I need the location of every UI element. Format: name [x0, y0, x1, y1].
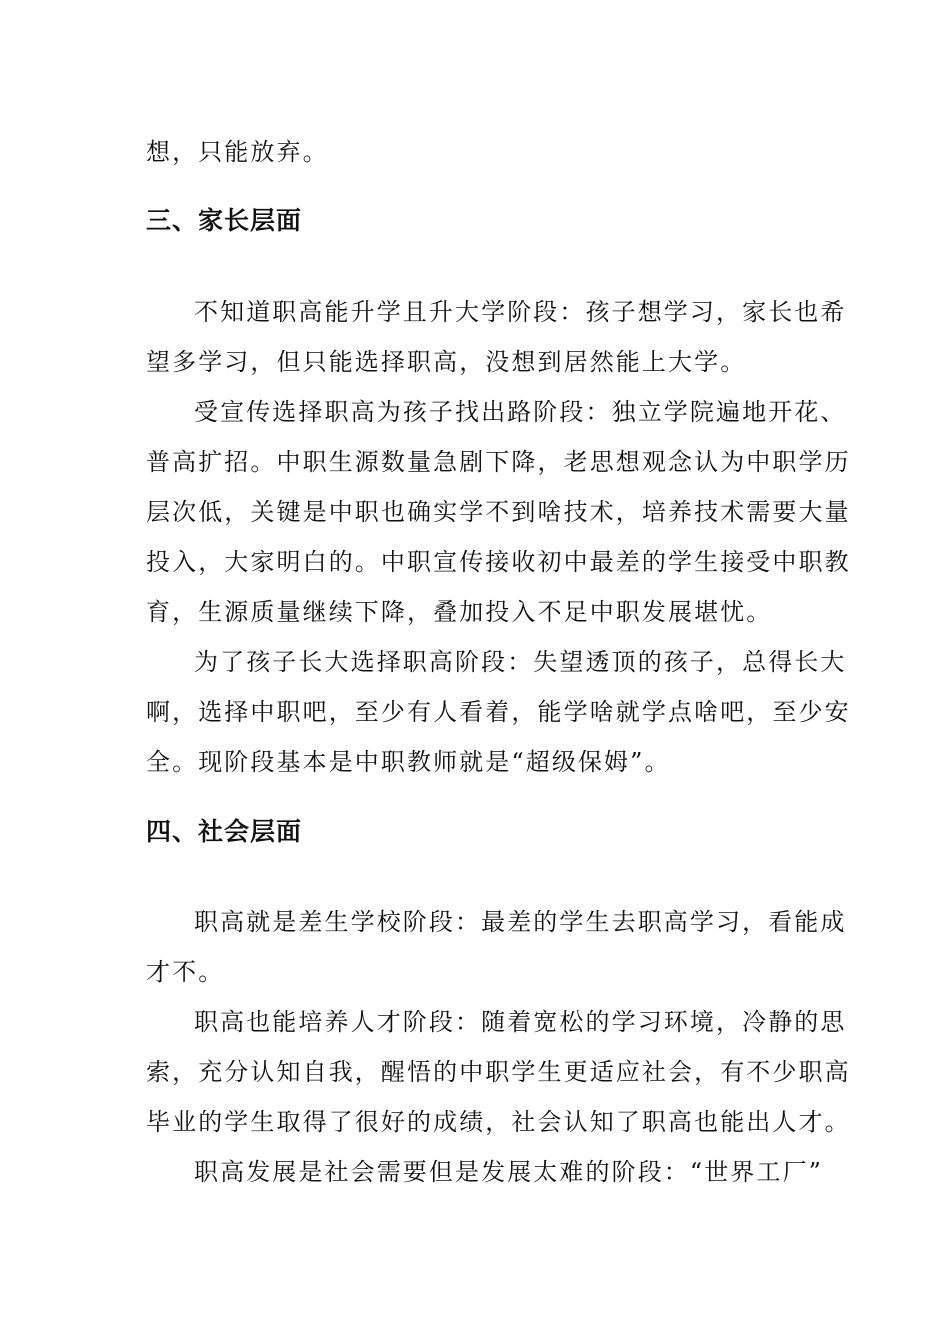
paragraph-line: 想，只能放弃。	[146, 138, 329, 166]
paragraph-line: 全。现阶段基本是中职教师就是“超级保姆”。	[146, 748, 671, 776]
section-heading-society: 四、社会层面	[146, 817, 303, 846]
section-heading-parents: 三、家长层面	[146, 206, 303, 235]
paragraph-line: 毕业的学生取得了很好的成绩，社会认知了职高也能出人才。	[146, 1108, 851, 1136]
paragraph-line: 不知道职高能升学且升大学阶段：孩子想学习，家长也希	[194, 298, 847, 326]
paragraph-line: 普高扩招。中职生源数量急剧下降，老思想观念认为中职学历	[146, 448, 851, 476]
paragraph-line: 层次低，关键是中职也确实学不到啥技术，培养技术需要大量	[146, 498, 851, 526]
paragraph-line: 投入，大家明白的。中职宣传接收初中最差的学生接受中职教	[146, 548, 851, 576]
paragraph-line: 受宣传选择职高为孩子找出路阶段：独立学院遍地开花、	[194, 398, 847, 426]
paragraph-line: 索，充分认知自我，醒悟的中职学生更适应社会，有不少职高	[146, 1058, 851, 1086]
paragraph-line: 职高就是差生学校阶段：最差的学生去职高学习，看能成	[194, 908, 847, 936]
paragraph-line: 为了孩子长大选择职高阶段：失望透顶的孩子，总得长大	[194, 648, 847, 676]
paragraph-line: 才不。	[146, 958, 225, 986]
paragraph-line: 职高也能培养人才阶段：随着宽松的学习环境，冷静的思	[194, 1008, 847, 1036]
paragraph-line: 望多学习，但只能选择职高，没想到居然能上大学。	[146, 348, 747, 376]
paragraph-line: 啊，选择中职吧，至少有人看着，能学啥就学点啥吧，至少安	[146, 698, 851, 726]
paragraph-line: 育，生源质量继续下降，叠加投入不足中职发展堪忧。	[146, 598, 773, 626]
paragraph-line: 职高发展是社会需要但是发展太难的阶段：“世界工厂”	[194, 1158, 824, 1186]
